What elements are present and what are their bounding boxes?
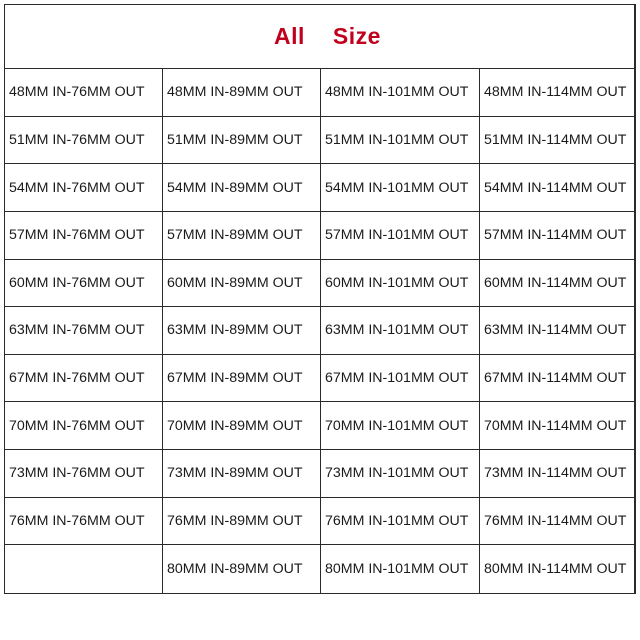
size-cell: 67MM IN-76MM OUT <box>5 355 163 403</box>
size-cell: 76MM IN-101MM OUT <box>321 498 480 546</box>
size-cell: 51MM IN-114MM OUT <box>480 117 634 165</box>
size-cell: 73MM IN-89MM OUT <box>163 450 321 498</box>
title-word-all: All <box>274 23 305 49</box>
size-cell: 60MM IN-114MM OUT <box>480 260 634 308</box>
size-cell: 67MM IN-89MM OUT <box>163 355 321 403</box>
size-cell: 63MM IN-101MM OUT <box>321 307 480 355</box>
size-cell: 70MM IN-114MM OUT <box>480 402 634 450</box>
size-cell: 57MM IN-89MM OUT <box>163 212 321 260</box>
size-cell: 60MM IN-76MM OUT <box>5 260 163 308</box>
size-cell: 51MM IN-89MM OUT <box>163 117 321 165</box>
size-cell: 63MM IN-76MM OUT <box>5 307 163 355</box>
size-cell: 54MM IN-114MM OUT <box>480 164 634 212</box>
size-cell: 80MM IN-89MM OUT <box>163 545 321 593</box>
size-cell: 73MM IN-76MM OUT <box>5 450 163 498</box>
size-cell: 48MM IN-101MM OUT <box>321 69 480 117</box>
size-cell: 48MM IN-76MM OUT <box>5 69 163 117</box>
size-cell: 70MM IN-76MM OUT <box>5 402 163 450</box>
size-cell: 80MM IN-114MM OUT <box>484 561 627 578</box>
size-cell: 76MM IN-114MM OUT <box>480 498 634 546</box>
size-grid <box>5 69 634 593</box>
chart-title <box>274 23 381 50</box>
size-cell: 57MM IN-101MM OUT <box>321 212 480 260</box>
title-word-size: Size <box>332 23 381 49</box>
size-cell: 67MM IN-101MM OUT <box>321 355 480 403</box>
size-cell: 67MM IN-114MM OUT <box>480 355 634 403</box>
title-row <box>5 5 634 69</box>
size-chart-table <box>4 4 636 594</box>
size-cell: 48MM IN-89MM OUT <box>163 69 321 117</box>
size-cell: 63MM IN-89MM OUT <box>163 307 321 355</box>
size-cell: 70MM IN-101MM OUT <box>321 402 480 450</box>
size-cell: 51MM IN-101MM OUT <box>321 117 480 165</box>
size-cell: 76MM IN-76MM OUT <box>5 498 163 546</box>
size-cell: 60MM IN-89MM OUT <box>163 260 321 308</box>
empty-cell <box>5 545 163 593</box>
size-cell: 80MM IN-101MM OUT <box>321 545 480 593</box>
size-cell: 54MM IN-101MM OUT <box>321 164 480 212</box>
size-cell: 51MM IN-76MM OUT <box>5 117 163 165</box>
size-cell: 57MM IN-76MM OUT <box>5 212 163 260</box>
size-cell: 76MM IN-89MM OUT <box>163 498 321 546</box>
size-cell: 63MM IN-114MM OUT <box>480 307 634 355</box>
size-cell: 57MM IN-114MM OUT <box>480 212 634 260</box>
size-cell: 54MM IN-76MM OUT <box>5 164 163 212</box>
size-cell: 73MM IN-101MM OUT <box>321 450 480 498</box>
size-cell: 70MM IN-89MM OUT <box>163 402 321 450</box>
size-cell: 48MM IN-114MM OUT <box>480 69 634 117</box>
size-cell: 60MM IN-101MM OUT <box>321 260 480 308</box>
size-cell: 54MM IN-89MM OUT <box>163 164 321 212</box>
size-cell: 73MM IN-114MM OUT <box>480 450 634 498</box>
